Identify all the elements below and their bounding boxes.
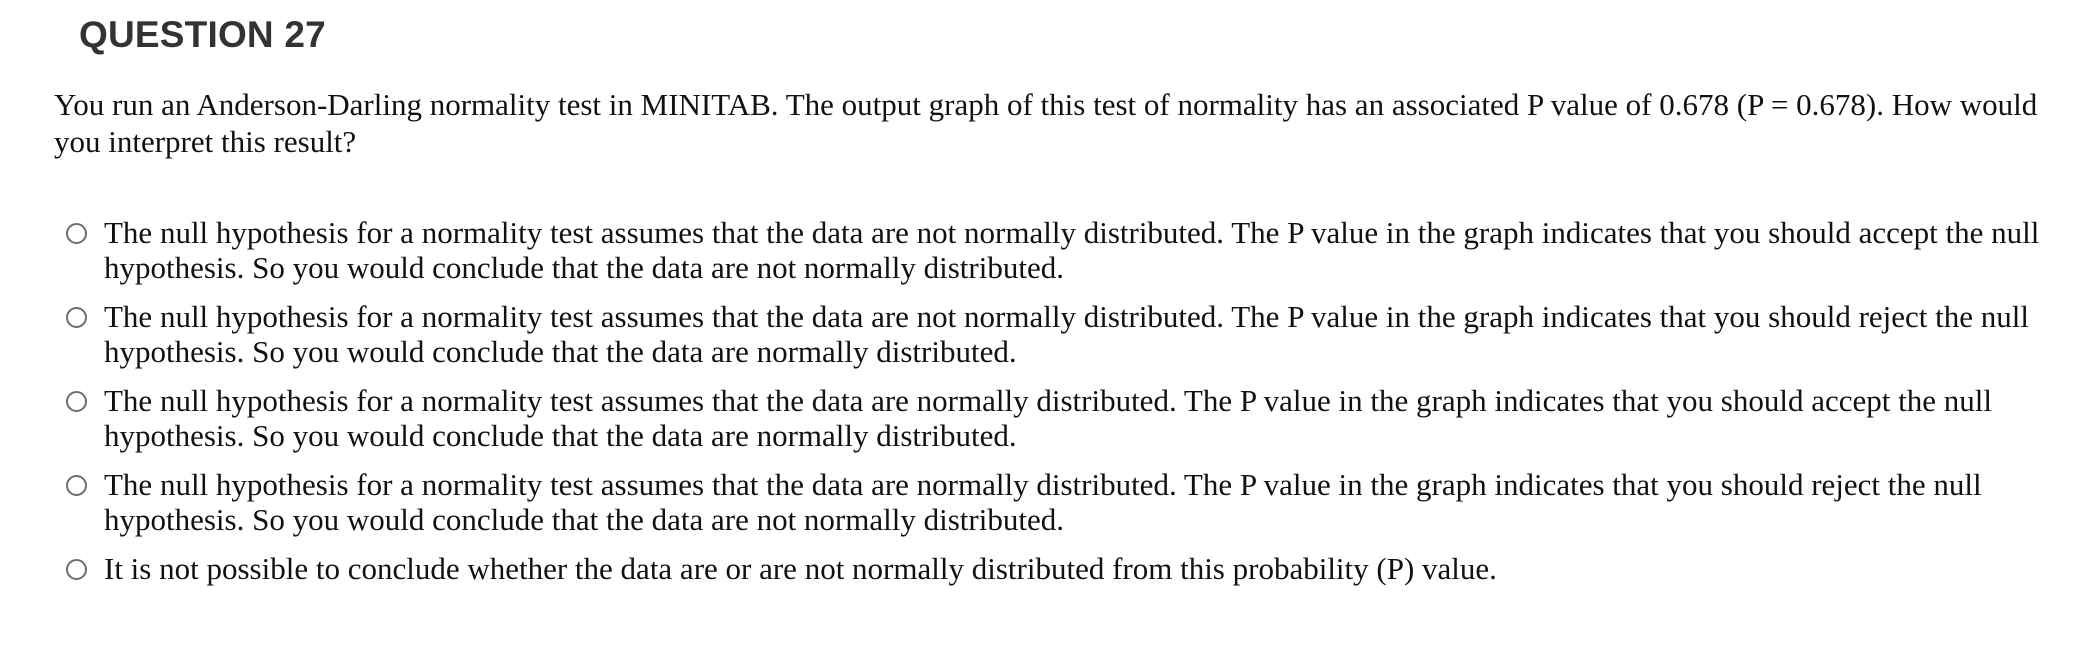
answer-option-label[interactable]: The null hypothesis for a normality test assumes that the data are normally distributed. The P value in the graph indicates that you should accept the null hypothesis. So you would conclude that the data are normally distributed. [104,383,1992,453]
answer-option-label[interactable]: It is not possible to conclude whether the data are or are not normally distributed from this probability (P) value. [104,551,1497,586]
answer-option-2[interactable] [66,299,2046,369]
answer-option-5[interactable] [66,551,2046,586]
question-text: You run an Anderson-Darling normality test in MINITAB. The output graph of this test of normality has an associated P value of 0.678 (P = 0.678). How would you interpret this result? [54,87,2038,159]
radio-button-option-1[interactable] [66,223,87,244]
answer-option-3[interactable] [66,383,2046,453]
answer-option-label[interactable]: The null hypothesis for a normality test assumes that the data are not normally distributed. The P value in the graph indicates that you should reject the null hypothesis. So you would conclude that the data are normally distributed. [104,299,2029,369]
radio-button-option-5[interactable] [66,559,87,580]
answer-option-label[interactable]: The null hypothesis for a normality test assumes that the data are not normally distributed. The P value in the graph indicates that you should accept the null hypothesis. So you would conclude that the data are not normally distributed. [104,215,2040,285]
radio-button-option-4[interactable] [66,475,87,496]
answer-option-1[interactable] [66,215,2046,285]
answer-option-4[interactable] [66,467,2046,537]
answer-options [66,215,2046,600]
radio-button-option-2[interactable] [66,307,87,328]
question-title: QUESTION 27 [79,14,326,55]
radio-button-option-3[interactable] [66,391,87,412]
answer-option-label[interactable]: The null hypothesis for a normality test assumes that the data are normally distributed. The P value in the graph indicates that you should reject the null hypothesis. So you would conclude that the data are not normally distributed. [104,467,1982,537]
